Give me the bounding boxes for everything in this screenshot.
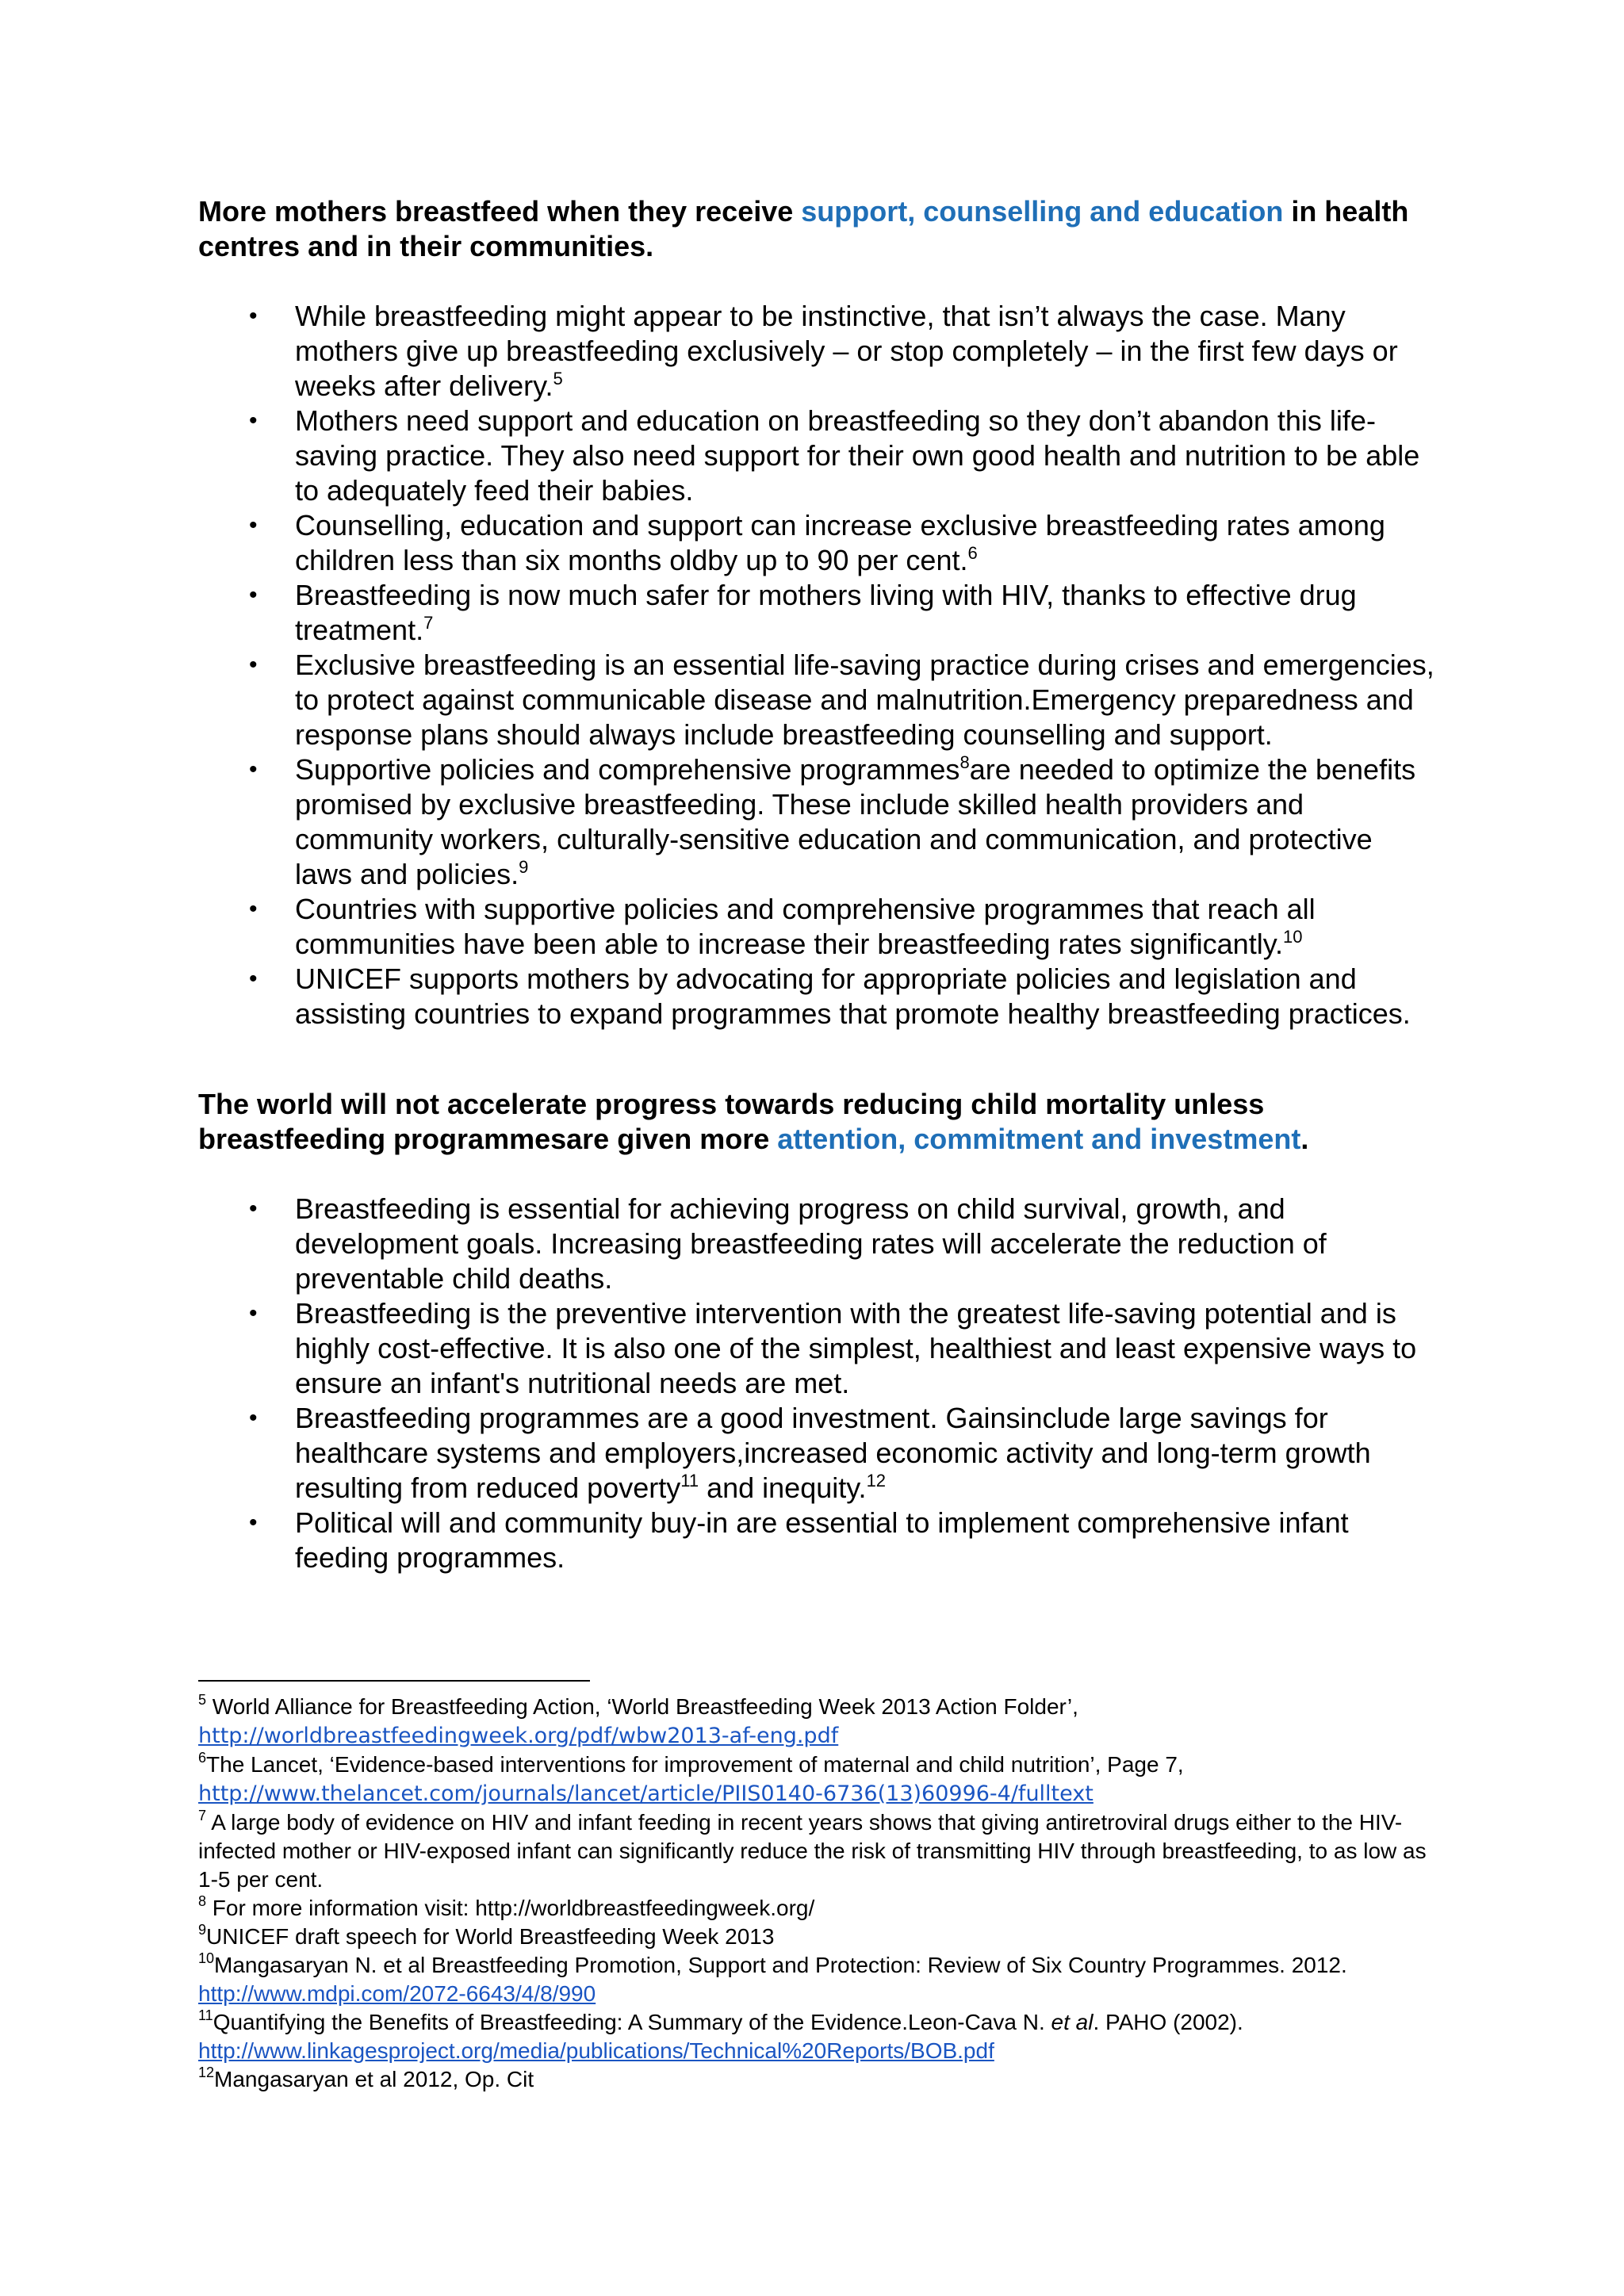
footnotes	[198, 1693, 1443, 2094]
list-item: • Breastfeeding programmes are a good investment. Gainsinclude large savings for healthcare systems and employers,increased economic activity and long-term growth resulting from reduced poverty$^{11}$ and inequity.$^{12}$	[249, 1402, 1371, 1504]
section1-heading-text-end: in health centres and in their communities.	[198, 195, 1409, 262]
list-item: • Counselling, education and support can increase exclusive breastfeeding rates among children less than six months oldby up to 90 per cent.$^6$	[249, 509, 1385, 576]
footnote-10-link[interactable]: http://www.mdpi.com/2072-6643/4/8/990	[198, 1981, 596, 2006]
list-item: • Countries with supportive policies and comprehensive programmes that reach all communities have been able to increase their breastfeeding rates significantly.$^{10}$	[249, 893, 1316, 960]
bullet-icon: •	[249, 1196, 258, 1222]
footnote-ref: 9	[519, 857, 529, 877]
main-content	[198, 194, 1435, 1575]
footnote-ref: 8	[959, 752, 970, 772]
footnote-6: $^6$The Lancet, ‘Evidence-based interventions for improvement of maternal and child nutrition’, Page 7, http://www.thelancet.com/journals/lancet/article/PIIS0140-6736(13)60996-4/fulltext	[198, 1750, 1184, 1806]
section2-heading	[198, 1087, 1435, 1157]
footnote-7: $^7$ A large body of evidence on HIV and infant feeding in recent years shows that giving antiretroviral drugs either to the HIV-infected mother or HIV-exposed infant can significantly reduce the risk of transmitting HIV through breastfeeding, to as low as 1-5 per cent.	[198, 1808, 1427, 1892]
bullet-icon: •	[249, 966, 258, 992]
section2-bullet-list	[198, 1192, 1435, 1575]
bullet-icon: •	[249, 756, 258, 783]
footnote-5-link[interactable]: http://worldbreastfeedingweek.org/pdf/wbw2013-af-eng.pdf	[198, 1724, 839, 1748]
list-item: • Exclusive breastfeeding is an essential life-saving practice during crises and emergencies, to protect against communicable disease and malnutrition.Emergency preparedness and response plans should always include breastfeeding counselling and support.	[249, 649, 1434, 751]
section1-heading-accent: support, counselling and education	[801, 195, 1284, 228]
footnote-9: $^9$UNICEF draft speech for World Breastfeeding Week 2013	[198, 1922, 775, 1949]
footnote-separator	[198, 1680, 590, 1682]
section2-heading-accent: attention, commitment and investment	[777, 1123, 1301, 1155]
list-item: • Breastfeeding is the preventive intervention with the greatest life-saving potential and is highly cost-effective. It is also one of the simplest, healthiest and least expensive ways to ensure an infant's nutritional needs are met.	[249, 1297, 1417, 1399]
bullet-icon: •	[249, 1300, 258, 1326]
list-item: • Breastfeeding is essential for achieving progress on child survival, growth, and development goals. Increasing breastfeeding rates will accelerate the reduction of preventable child deaths.	[249, 1192, 1327, 1295]
list-item: • Supportive policies and comprehensive programmes$^8$are needed to optimize the benefits promised by exclusive breastfeeding. These include skilled health providers and community workers, culturally-sensitive education and communication, and protective laws and policies.$^9$	[249, 752, 1416, 890]
list-item: • Political will and community buy-in are essential to implement comprehensive infant feeding programmes.	[249, 1506, 1349, 1574]
bullet-icon: •	[249, 582, 258, 608]
footnote-11-link[interactable]: http://www.linkagesproject.org/media/publications/Technical%20Reports/BOB.pdf	[198, 2038, 994, 2063]
bullet-icon: •	[249, 1510, 258, 1536]
bullet-icon: •	[249, 303, 258, 329]
section2-heading-text-end: .	[1300, 1123, 1309, 1155]
footnote-ref: 5	[553, 369, 563, 388]
footnote-ref: 11	[680, 1471, 699, 1490]
footnote-ref: 12	[866, 1471, 887, 1490]
footnote-8: $^8$ For more information visit: http://worldbreastfeedingweek.org/	[198, 1893, 815, 1920]
footnote-12: $^{12}$Mangasaryan et al 2012, Op. Cit	[198, 2064, 534, 2091]
footnote-6-link[interactable]: http://www.thelancet.com/journals/lancet/article/PIIS0140-6736(13)60996-4/fulltext	[198, 1781, 1094, 1806]
section2-heading-text: The world will not accelerate progress towards reducing child mortality unless breastfeeding programmesare given more	[198, 1088, 1265, 1155]
bullet-icon: •	[249, 652, 258, 678]
list-item: • UNICEF supports mothers by advocating for appropriate policies and legislation and assisting countries to expand programmes that promote healthy breastfeeding practices.	[249, 962, 1411, 1030]
bullet-icon: •	[249, 896, 258, 922]
section1-bullet-list	[198, 299, 1435, 1031]
footnote-ref: 6	[967, 543, 978, 563]
footnote-ref: 10	[1283, 927, 1303, 947]
footnote-10: $^{10}$Mangasaryan N. et al Breastfeeding Promotion, Support and Protection: Review of Six Country Programmes. 2012. http://www.mdpi.com/2072-6643/4/8/990	[198, 1950, 1347, 2006]
bullet-icon: •	[249, 512, 258, 538]
list-item: • Mothers need support and education on breastfeeding so they don’t abandon this life-saving practice. They also need support for their own good health and nutrition to be able to adequately feed their babies.	[249, 404, 1420, 507]
bullet-icon: •	[249, 1405, 258, 1431]
list-item: • While breastfeeding might appear to be instinctive, that isn’t always the case. Many mothers give up breastfeeding exclusively – or stop completely – in the first few days or weeks after delivery.$^5$	[249, 300, 1398, 402]
footnote-5: $^5$ World Alliance for Breastfeeding Action, ‘World Breastfeeding Week 2013 Action Folder’, http://worldbreastfeedingweek.org/pdf/wbw2013-af-eng.pdf	[198, 1692, 1078, 1748]
section1-heading	[198, 194, 1435, 264]
footnote-ref: 7	[423, 613, 434, 633]
section1-heading-text: More mothers breastfeed when they receive	[198, 195, 802, 228]
list-item: • Breastfeeding is now much safer for mothers living with HIV, thanks to effective drug treatment.$^7$	[249, 579, 1357, 646]
footnote-11: $^{11}$Quantifying the Benefits of Breastfeeding: A Summary of the Evidence.Leon-Cava N. et al. PAHO (2002). http://www.linkagesproject.org/media/publications/Technical%20Reports/BOB.pdf	[198, 2007, 1243, 2063]
bullet-icon: •	[249, 408, 258, 434]
